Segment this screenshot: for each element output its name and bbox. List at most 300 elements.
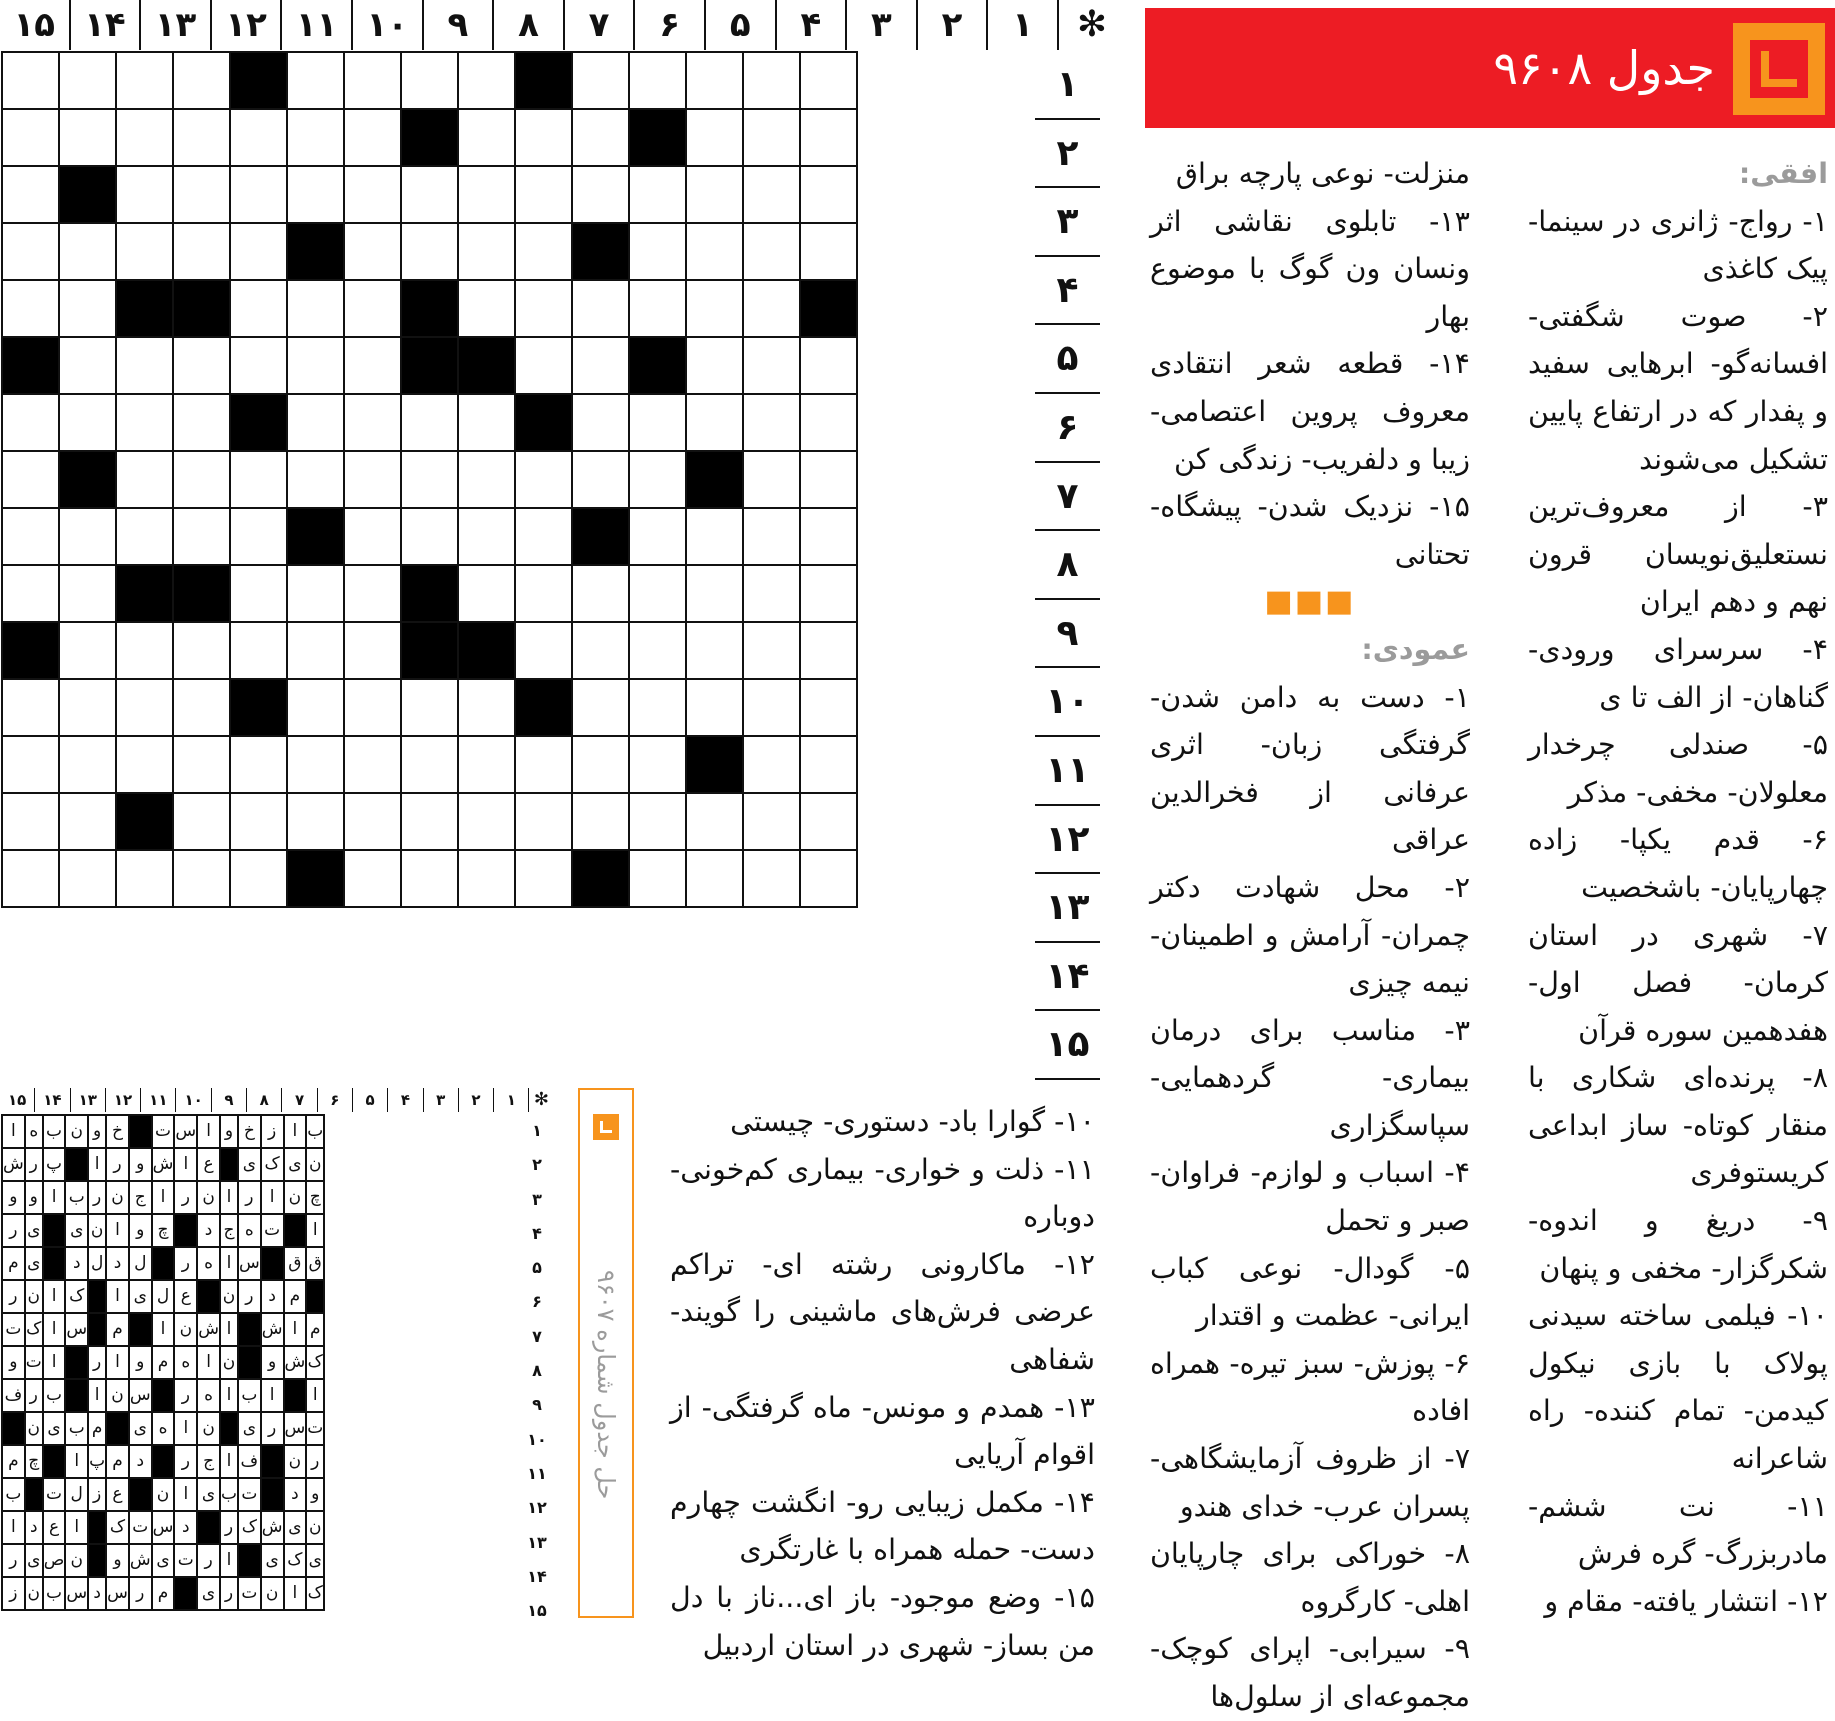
grid-cell[interactable] (686, 109, 743, 166)
solution-cell: ن (261, 1577, 284, 1610)
grid-cell[interactable] (572, 565, 629, 622)
grid-cell[interactable] (800, 565, 857, 622)
grid-cell[interactable] (743, 109, 800, 166)
grid-cell[interactable] (515, 736, 572, 793)
grid-cell[interactable] (287, 622, 344, 679)
grid-cell[interactable] (173, 850, 230, 907)
clue-text: ۱- رواج- ژانری در سینما- پیک کاغذی (1528, 204, 1828, 286)
grid-cell[interactable] (344, 394, 401, 451)
solution-row-number: ۸ (532, 1361, 542, 1381)
grid-cell[interactable] (458, 793, 515, 850)
solution-cell: ا (106, 1214, 129, 1247)
grid-cell[interactable] (173, 736, 230, 793)
grid-cell[interactable] (59, 850, 116, 907)
grid-cell[interactable] (173, 622, 230, 679)
grid-cell[interactable] (116, 223, 173, 280)
grid-cell[interactable] (173, 337, 230, 394)
grid-cell[interactable] (2, 166, 59, 223)
grid-cell[interactable] (173, 451, 230, 508)
solution-cell: ی (65, 1214, 88, 1247)
grid-cell[interactable] (572, 52, 629, 109)
solution-cell: ی (306, 1544, 324, 1577)
grid-cell[interactable] (572, 166, 629, 223)
grid-cell[interactable] (287, 793, 344, 850)
grid-cell[interactable] (743, 622, 800, 679)
grid-cell[interactable] (572, 622, 629, 679)
solution-column-number: ۲ (458, 1088, 493, 1112)
grid-cell[interactable] (287, 166, 344, 223)
grid-cell[interactable] (743, 736, 800, 793)
grid-cell[interactable] (344, 508, 401, 565)
solution-cell: ر (174, 1181, 197, 1214)
grid-cell[interactable] (344, 565, 401, 622)
solution-cell: ک (306, 1346, 324, 1379)
grid-cell[interactable] (59, 52, 116, 109)
grid-cell[interactable] (287, 280, 344, 337)
grid-cell[interactable] (59, 223, 116, 280)
solution-cell-block (284, 1214, 307, 1247)
solution-cell-block (88, 1313, 106, 1346)
grid-cell[interactable] (572, 451, 629, 508)
grid-cell[interactable] (344, 280, 401, 337)
grid-cell[interactable] (2, 109, 59, 166)
solution-cell-block (197, 1280, 220, 1313)
grid-cell[interactable] (515, 451, 572, 508)
grid-cell[interactable] (173, 679, 230, 736)
solution-cell: ش (197, 1313, 220, 1346)
grid-cell[interactable] (230, 622, 287, 679)
grid-cell[interactable] (686, 337, 743, 394)
grid-cell[interactable] (515, 622, 572, 679)
clue-text: ۱۲- انتشار یافته- مقام و (1544, 1584, 1828, 1618)
grid-cell[interactable] (629, 793, 686, 850)
grid-cell[interactable] (743, 451, 800, 508)
solution-cell: ک (25, 1313, 43, 1346)
grid-cell[interactable] (2, 679, 59, 736)
solution-cell: ه (197, 1247, 220, 1280)
grid-cell[interactable] (458, 451, 515, 508)
grid-cell[interactable] (515, 508, 572, 565)
column-number: ۹ (422, 0, 493, 50)
grid-cell[interactable] (401, 508, 458, 565)
grid-cell[interactable] (458, 679, 515, 736)
grid-cell[interactable] (743, 793, 800, 850)
grid-cell[interactable] (743, 52, 800, 109)
grid-cell[interactable] (116, 337, 173, 394)
solution-cell: ت (174, 1544, 197, 1577)
grid-cell[interactable] (230, 508, 287, 565)
grid-cell[interactable] (515, 280, 572, 337)
grid-cell[interactable] (629, 850, 686, 907)
grid-cell[interactable] (2, 280, 59, 337)
column-numbers (0, 0, 1125, 50)
corner-symbol: ✻ (1057, 0, 1125, 50)
grid-cell[interactable] (344, 793, 401, 850)
grid-cell[interactable] (401, 736, 458, 793)
solution-row-number: ۶ (532, 1292, 542, 1312)
grid-cell[interactable] (59, 508, 116, 565)
grid-cell[interactable] (629, 451, 686, 508)
grid-cell[interactable] (515, 109, 572, 166)
solution-cell: ن (65, 1544, 88, 1577)
grid-cell[interactable] (2, 565, 59, 622)
grid-cell[interactable] (2, 793, 59, 850)
solution-row-number: ۷ (532, 1326, 542, 1346)
grid-cell[interactable] (629, 52, 686, 109)
grid-cell[interactable] (800, 793, 857, 850)
grid-cell[interactable] (344, 736, 401, 793)
solution-cell: ا (174, 1148, 197, 1181)
grid-cell[interactable] (572, 109, 629, 166)
grid-cell[interactable] (344, 622, 401, 679)
row-number: ۷ (1035, 463, 1100, 532)
grid-cell[interactable] (458, 736, 515, 793)
solution-column-number: ۱۳ (70, 1088, 105, 1112)
solution-column-number: ۱ (493, 1088, 528, 1112)
grid-cell-block (572, 850, 629, 907)
grid-cell[interactable] (458, 280, 515, 337)
solution-cell: ب (220, 1478, 238, 1511)
grid-cell[interactable] (629, 394, 686, 451)
grid-cell[interactable] (344, 52, 401, 109)
clue-text: ۸- پرنده‌ای شکاری با منقار کوتاه- ساز ابداعی کریستوفری (1528, 1061, 1828, 1190)
grid-cell[interactable] (629, 565, 686, 622)
solution-row-number: ۱ (532, 1121, 542, 1140)
grid-cell[interactable] (173, 394, 230, 451)
grid-cell[interactable] (686, 622, 743, 679)
solution-cell: و (129, 1214, 152, 1247)
grid-cell[interactable] (59, 280, 116, 337)
grid-cell[interactable] (173, 508, 230, 565)
grid-cell[interactable] (800, 736, 857, 793)
grid-cell-block (515, 52, 572, 109)
solution-cell: ب (43, 1577, 66, 1610)
grid-cell[interactable] (800, 52, 857, 109)
solution-cell-block (284, 1379, 307, 1412)
grid-cell[interactable] (344, 223, 401, 280)
grid-cell[interactable] (800, 337, 857, 394)
solution-cell-block (106, 1412, 129, 1445)
grid-cell[interactable] (800, 166, 857, 223)
grid-cell[interactable] (287, 52, 344, 109)
solution-cell-block (152, 1379, 175, 1412)
grid-cell[interactable] (515, 850, 572, 907)
solution-cell: ن (220, 1346, 238, 1379)
grid-cell[interactable] (344, 679, 401, 736)
solution-cell: و (2, 1181, 25, 1214)
solution-cell: ا (284, 1115, 307, 1148)
grid-cell[interactable] (59, 736, 116, 793)
grid-cell[interactable] (116, 109, 173, 166)
grid-cell[interactable] (629, 736, 686, 793)
solution-cell: و (261, 1346, 284, 1379)
row-number: ۱۴ (1035, 943, 1100, 1012)
grid-cell[interactable] (173, 52, 230, 109)
grid-cell[interactable] (116, 52, 173, 109)
grid-cell[interactable] (59, 109, 116, 166)
grid-cell[interactable] (629, 508, 686, 565)
grid-cell[interactable] (458, 166, 515, 223)
solution-cell-block (129, 1478, 152, 1511)
grid-cell[interactable] (401, 394, 458, 451)
grid-cell[interactable] (344, 337, 401, 394)
solution-cell: ا (106, 1280, 129, 1313)
clue-text: ۱۱- نت ششم- مادربزرگ- گره فرش (1528, 1489, 1828, 1571)
grid-cell[interactable] (800, 223, 857, 280)
grid-cell[interactable] (230, 280, 287, 337)
grid-cell[interactable] (173, 109, 230, 166)
grid-cell[interactable] (230, 166, 287, 223)
solution-cell: ا (220, 1379, 238, 1412)
grid-cell[interactable] (572, 793, 629, 850)
solution-cell: ر (106, 1148, 129, 1181)
grid-cell[interactable] (686, 565, 743, 622)
grid-cell[interactable] (401, 793, 458, 850)
grid-cell[interactable] (116, 451, 173, 508)
grid-cell[interactable] (458, 508, 515, 565)
grid-cell-block (458, 337, 515, 394)
grid-cell[interactable] (401, 850, 458, 907)
clue-text: ۲- صوت شگفتی- افسانه‌گو- ابرهایی سفید و پفدار که در ارتفاع پایین تشکیل می‌شوند (1528, 299, 1828, 476)
grid-cell[interactable] (116, 850, 173, 907)
grid-cell[interactable] (287, 565, 344, 622)
grid-cell[interactable] (287, 679, 344, 736)
solution-cell-block (261, 1478, 284, 1511)
grid-cell[interactable] (230, 850, 287, 907)
solution-cell: ن (106, 1181, 129, 1214)
solution-cell: ع (106, 1478, 129, 1511)
grid-cell[interactable] (344, 850, 401, 907)
solution-cell: د (25, 1511, 43, 1544)
grid-cell[interactable] (287, 109, 344, 166)
clue-text: ۱۳- همدم و مونس- ماه گرفتگی- از اقوام آریایی (670, 1390, 1095, 1472)
grid-cell[interactable] (800, 508, 857, 565)
grid-cell[interactable] (800, 394, 857, 451)
solution-cell: ر (220, 1511, 238, 1544)
grid-cell[interactable] (116, 166, 173, 223)
grid-cell[interactable] (743, 679, 800, 736)
grid-cell-block (287, 508, 344, 565)
solution-cell: ن (174, 1313, 197, 1346)
grid-cell[interactable] (2, 394, 59, 451)
grid-cell[interactable] (59, 679, 116, 736)
solution-cell: د (129, 1445, 152, 1478)
row-number: ۹ (1035, 600, 1100, 669)
grid-cell[interactable] (572, 736, 629, 793)
grid-cell[interactable] (629, 166, 686, 223)
grid-cell[interactable] (686, 508, 743, 565)
grid-cell[interactable] (173, 166, 230, 223)
grid-cell[interactable] (686, 223, 743, 280)
grid-cell[interactable] (686, 166, 743, 223)
grid-cell[interactable] (401, 223, 458, 280)
grid-cell[interactable] (572, 280, 629, 337)
grid-cell[interactable] (287, 337, 344, 394)
solution-cell: ل (65, 1478, 88, 1511)
solution-cell: و (25, 1181, 43, 1214)
grid-cell[interactable] (230, 565, 287, 622)
grid-cell[interactable] (287, 451, 344, 508)
grid-cell[interactable] (401, 166, 458, 223)
grid-cell[interactable] (116, 394, 173, 451)
solution-cell: ا (220, 1544, 238, 1577)
grid-cell[interactable] (629, 280, 686, 337)
solution-cell: ی (197, 1478, 220, 1511)
grid-cell[interactable] (743, 280, 800, 337)
grid-cell[interactable] (401, 451, 458, 508)
grid-cell[interactable] (458, 394, 515, 451)
grid-cell[interactable] (686, 679, 743, 736)
grid-cell[interactable] (629, 622, 686, 679)
grid-cell[interactable] (686, 793, 743, 850)
grid-cell[interactable] (230, 451, 287, 508)
solution-cell: ر (2, 1544, 25, 1577)
solution-cell: م (306, 1313, 324, 1346)
grid-cell[interactable] (572, 394, 629, 451)
grid-cell[interactable] (116, 622, 173, 679)
solution-cell: ز (261, 1115, 284, 1148)
grid-cell[interactable] (401, 52, 458, 109)
grid-cell[interactable] (401, 679, 458, 736)
grid-cell[interactable] (743, 166, 800, 223)
clue-text: ۵- صندلی چرخدار معلولان- مخفی- مذکر (1528, 728, 1828, 809)
solution-cell: ا (43, 1313, 66, 1346)
clue-text: منزلت- نوعی پارچه براق (1175, 157, 1470, 190)
grid-cell[interactable] (116, 679, 173, 736)
grid-cell[interactable] (800, 622, 857, 679)
solution-cell: ا (65, 1445, 88, 1478)
grid-cell[interactable] (230, 109, 287, 166)
solution-cell: ن (197, 1181, 220, 1214)
grid-cell[interactable] (2, 52, 59, 109)
grid-cell[interactable] (59, 337, 116, 394)
grid-cell[interactable] (800, 850, 857, 907)
grid-cell[interactable] (800, 451, 857, 508)
grid-cell[interactable] (458, 223, 515, 280)
grid-cell[interactable] (59, 565, 116, 622)
solution-cell: ی (129, 1412, 152, 1445)
grid-cell[interactable] (2, 850, 59, 907)
solution-cell-block (152, 1445, 175, 1478)
grid-cell-block (515, 679, 572, 736)
grid-cell[interactable] (686, 394, 743, 451)
grid-cell[interactable] (116, 508, 173, 565)
solution-cell: ی (25, 1544, 43, 1577)
solution-cell: م (284, 1280, 307, 1313)
grid-cell[interactable] (458, 109, 515, 166)
grid-cell[interactable] (344, 451, 401, 508)
solution-cell: ا (306, 1379, 324, 1412)
solution-corner-symbol: ✻ (528, 1088, 553, 1112)
grid-cell[interactable] (59, 394, 116, 451)
solution-cell: ل (152, 1280, 175, 1313)
grid-cell[interactable] (572, 679, 629, 736)
solution-cell: س (65, 1577, 88, 1610)
grid-cell[interactable] (173, 793, 230, 850)
solution-cell: ق (284, 1247, 307, 1280)
grid-cell[interactable] (2, 223, 59, 280)
grid-cell[interactable] (59, 622, 116, 679)
grid-cell[interactable] (2, 736, 59, 793)
grid-cell[interactable] (743, 850, 800, 907)
solution-cell: م (152, 1577, 175, 1610)
solution-cell-block (65, 1346, 88, 1379)
grid-cell[interactable] (743, 223, 800, 280)
grid-cell[interactable] (287, 394, 344, 451)
grid-cell[interactable] (458, 565, 515, 622)
grid-cell[interactable] (344, 109, 401, 166)
grid-cell[interactable] (743, 565, 800, 622)
solution-cell: س (106, 1577, 129, 1610)
grid-cell[interactable] (686, 52, 743, 109)
grid-cell[interactable] (515, 337, 572, 394)
solution-cell: ر (129, 1577, 152, 1610)
solution-cell: ر (88, 1346, 106, 1379)
grid-cell[interactable] (515, 166, 572, 223)
grid-cell[interactable] (116, 736, 173, 793)
solution-cell: ع (43, 1511, 66, 1544)
grid-cell[interactable] (800, 109, 857, 166)
solution-cell: ا (284, 1313, 307, 1346)
solution-cell: ع (174, 1280, 197, 1313)
solution-cell: ک (284, 1544, 307, 1577)
solution-cell: د (65, 1247, 88, 1280)
solution-cell: د (284, 1478, 307, 1511)
solution-cell: ش (152, 1148, 175, 1181)
grid-cell[interactable] (629, 679, 686, 736)
solution-cell: ر (174, 1445, 197, 1478)
grid-cell[interactable] (2, 451, 59, 508)
grid-cell[interactable] (515, 223, 572, 280)
grid-cell[interactable] (230, 736, 287, 793)
grid-cell[interactable] (629, 223, 686, 280)
solution-cell-block (220, 1412, 238, 1445)
solution-cell-block (220, 1148, 238, 1181)
solution-cell: ن (306, 1148, 324, 1181)
grid-cell[interactable] (230, 793, 287, 850)
grid-cell[interactable] (515, 565, 572, 622)
solution-cell: ر (238, 1181, 261, 1214)
solution-cell: ر (174, 1379, 197, 1412)
grid-cell[interactable] (458, 850, 515, 907)
grid-cell[interactable] (743, 337, 800, 394)
grid-cell-block (629, 109, 686, 166)
grid-cell[interactable] (572, 337, 629, 394)
grid-cell[interactable] (344, 166, 401, 223)
grid-cell[interactable] (458, 52, 515, 109)
column-number: ۸ (492, 0, 563, 50)
grid-cell[interactable] (287, 736, 344, 793)
grid-cell[interactable] (173, 223, 230, 280)
solution-cell: ه (152, 1412, 175, 1445)
solution-column-number: ۹ (211, 1088, 246, 1112)
solution-row-numbers (527, 1114, 547, 1628)
grid-cell[interactable] (230, 223, 287, 280)
grid-cell[interactable] (743, 394, 800, 451)
solution-cell: ن (284, 1445, 307, 1478)
grid-cell[interactable] (800, 679, 857, 736)
grid-cell[interactable] (515, 793, 572, 850)
grid-cell[interactable] (686, 850, 743, 907)
grid-cell[interactable] (230, 337, 287, 394)
grid-cell[interactable] (59, 793, 116, 850)
solution-cell: ر (220, 1577, 238, 1610)
solution-cell: ی (25, 1247, 43, 1280)
grid-cell-block (173, 565, 230, 622)
grid-cell[interactable] (686, 280, 743, 337)
grid-cell[interactable] (743, 508, 800, 565)
grid-cell[interactable] (2, 508, 59, 565)
